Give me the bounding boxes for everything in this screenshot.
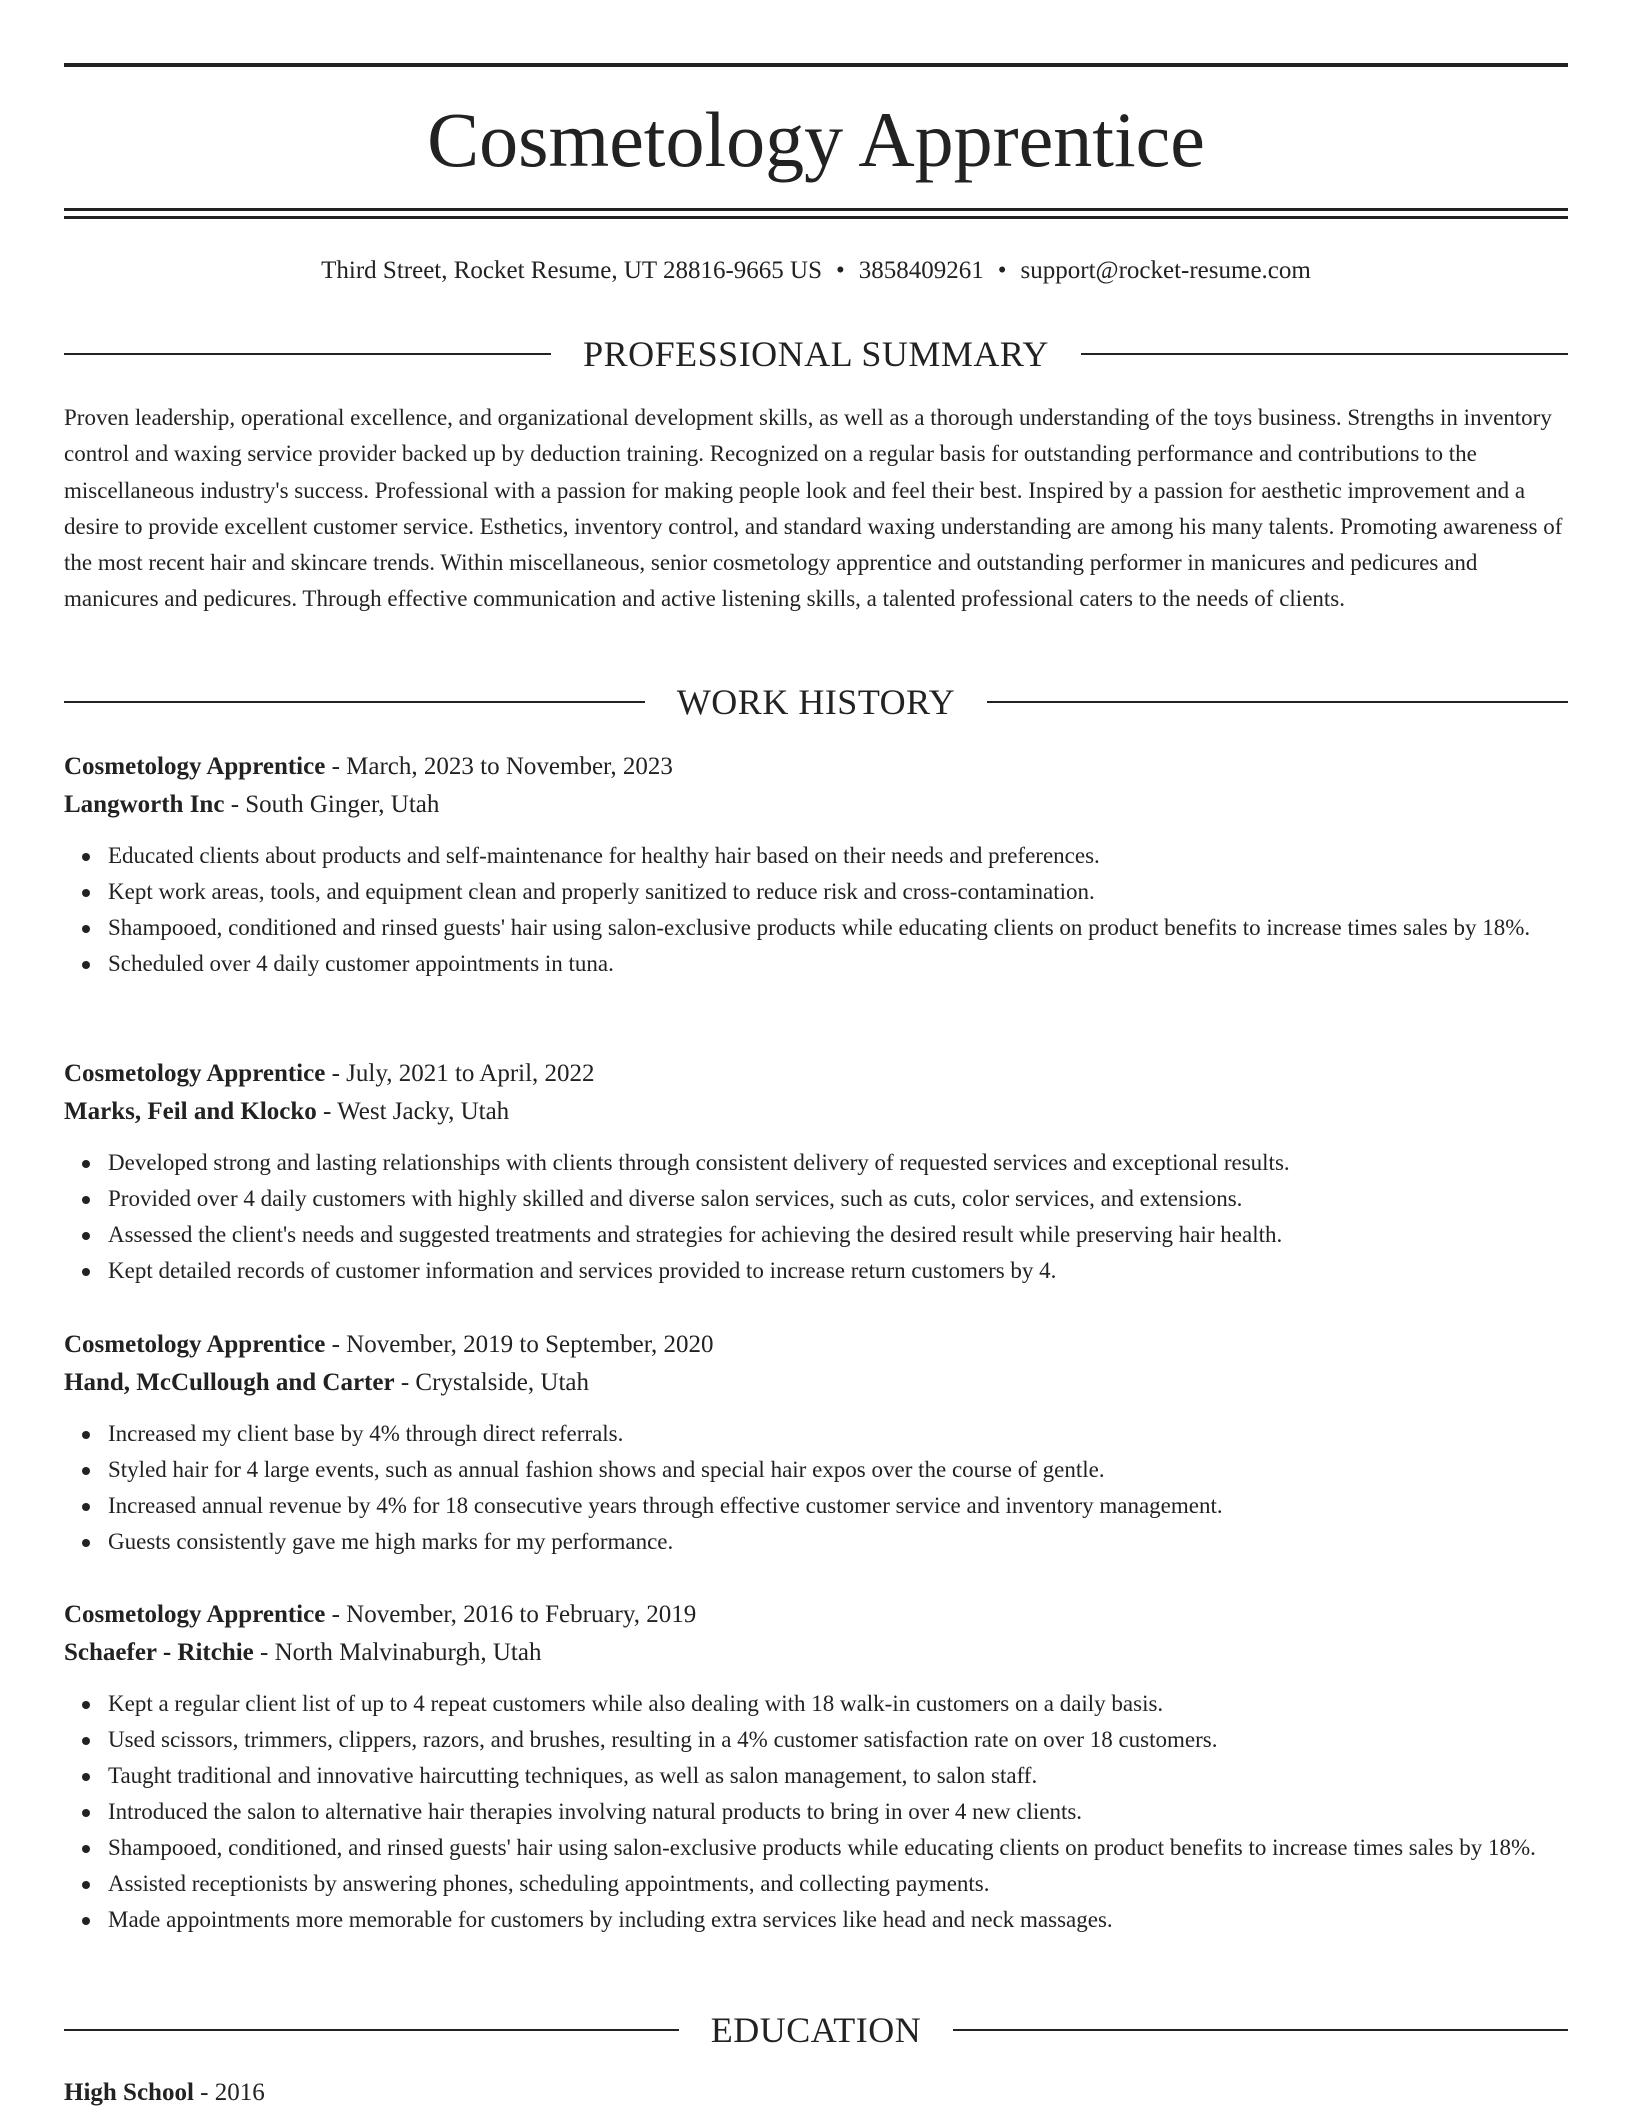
- job-location: - Crystalside, Utah: [394, 1369, 590, 1396]
- job-bullet: Kept detailed records of customer information and services provided to increase return customers by 4.: [108, 1253, 1568, 1289]
- job-bullet: Increased annual revenue by 4% for 18 consecutive years through effective customer service and inventory management.: [108, 1488, 1568, 1524]
- section-rule-right: [953, 2029, 1568, 2031]
- job-bullet: Introduced the salon to alternative hair therapies involving natural products to bring in over 4 new clients.: [108, 1794, 1568, 1830]
- job-company: Schaefer - Ritchie: [64, 1639, 254, 1666]
- job-bullet: Taught traditional and innovative haircutting techniques, as well as salon management, to salon staff.: [108, 1758, 1568, 1794]
- job-company: Marks, Feil and Klocko: [64, 1098, 317, 1125]
- job-bullet: Kept work areas, tools, and equipment clean and properly sanitized to reduce risk and cross-contamination.: [108, 874, 1568, 910]
- section-rule-left: [64, 353, 551, 355]
- job-entry: [64, 748, 1568, 982]
- job-bullet: Educated clients about products and self-maintenance for healthy hair based on their needs and preferences.: [108, 838, 1568, 874]
- section-rule-left: [64, 2029, 679, 2031]
- education-entry: [64, 2074, 265, 2112]
- contact-line: [64, 254, 1568, 288]
- job-company-line: [64, 786, 1568, 824]
- job-location: - North Malvinaburgh, Utah: [253, 1639, 542, 1666]
- section-title: WORK HISTORY: [676, 682, 956, 722]
- job-title-line: [64, 748, 1568, 786]
- job-company: Hand, McCullough and Carter: [64, 1369, 395, 1396]
- section-rule-right: [1081, 353, 1568, 355]
- job-title-line: [64, 1326, 1568, 1364]
- job-bullets: [64, 838, 1568, 982]
- job-bullet: Shampooed, conditioned and rinsed guests' hair using salon-exclusive products while educating clients on product benefits to increase times sales by 18%.: [108, 910, 1568, 946]
- contact-separator: •: [836, 257, 845, 284]
- contact-phone: 3858409261: [858, 257, 984, 284]
- header-double-rule-upper: [64, 208, 1568, 211]
- job-title: Cosmetology Apprentice: [64, 1331, 326, 1358]
- job-bullet: Developed strong and lasting relationships with clients through consistent delivery of requested services and exceptional results.: [108, 1145, 1568, 1181]
- job-location: - South Ginger, Utah: [224, 791, 440, 818]
- section-heading-education: [64, 2008, 1568, 2052]
- job-dates: - July, 2021 to April, 2022: [325, 1060, 595, 1087]
- contact-separator: •: [997, 257, 1007, 284]
- job-bullet: Made appointments more memorable for customers by including extra services like head and neck massages.: [108, 1902, 1568, 1938]
- contact-email: support@rocket-resume.com: [1020, 257, 1311, 284]
- job-bullet: Provided over 4 daily customers with highly skilled and diverse salon services, such as cuts, color services, and extensions.: [108, 1181, 1568, 1217]
- job-dates: - March, 2023 to November, 2023: [325, 753, 673, 780]
- job-title-line: [64, 1055, 1568, 1093]
- job-bullet: Styled hair for 4 large events, such as annual fashion shows and special hair expos over the course of gentle.: [108, 1452, 1568, 1488]
- job-title: Cosmetology Apprentice: [64, 1060, 326, 1087]
- job-company-line: [64, 1634, 1568, 1672]
- job-location: - West Jacky, Utah: [316, 1098, 510, 1125]
- job-dates: - November, 2019 to September, 2020: [325, 1331, 714, 1358]
- job-title: Cosmetology Apprentice: [64, 753, 326, 780]
- job-title: Cosmetology Apprentice: [64, 1601, 326, 1628]
- job-entry: [64, 1596, 1568, 1938]
- job-entry: [64, 1326, 1568, 1560]
- job-bullet: Kept a regular client list of up to 4 repeat customers while also dealing with 18 walk-in customers on a daily basis.: [108, 1686, 1568, 1722]
- job-bullets: [64, 1145, 1568, 1289]
- job-dates: - November, 2016 to February, 2019: [325, 1601, 697, 1628]
- job-bullet: Scheduled over 4 daily customer appointments in tuna.: [108, 946, 1568, 982]
- job-company-line: [64, 1093, 1568, 1131]
- job-bullet: Assessed the client's needs and suggested treatments and strategies for achieving the desired result while preserving hair health.: [108, 1217, 1568, 1253]
- education-degree: High School: [64, 2079, 194, 2106]
- contact-address: Third Street, Rocket Resume, UT 28816-9665 US: [321, 257, 823, 284]
- education-year: - 2016: [193, 2079, 265, 2106]
- job-company: Langworth Inc: [64, 791, 225, 818]
- summary-text: Proven leadership, operational excellence, and organizational development skills, as well as a thorough understanding of the toys business. Strengths in inventory control and waxing service provider backed up by deduction training. Recognized on a regular basis for outstanding performance and contributions to the miscellaneous industry's success. Professional with a passion for making people look and feel their best. Inspired by a passion for aesthetic improvement and a desire to provide excellent customer service. Esthetics, inventory control, and standard waxing understanding are among his many talents. Promoting awareness of the most recent hair and skincare trends. Within miscellaneous, senior cosmetology apprentice and outstanding performer in manicures and pedicures and manicures and pedicures. Through effective communication and active listening skills, a talented professional caters to the needs of clients.: [64, 405, 1563, 612]
- header-double-rule-lower: [64, 216, 1568, 219]
- resume-title: Cosmetology Apprentice: [427, 96, 1205, 183]
- job-bullet: Used scissors, trimmers, clippers, razors, and brushes, resulting in a 4% customer satisfaction rate on over 18 customers.: [108, 1722, 1568, 1758]
- job-title-line: [64, 1596, 1568, 1634]
- job-bullet: Guests consistently gave me high marks for my performance.: [108, 1524, 1568, 1560]
- job-bullet: Increased my client base by 4% through direct referrals.: [108, 1416, 1568, 1452]
- header-top-rule: [64, 63, 1568, 67]
- job-entry: [64, 1055, 1568, 1289]
- section-rule-left: [64, 701, 645, 703]
- job-bullet: Shampooed, conditioned, and rinsed guests' hair using salon-exclusive products while educating clients on product benefits to increase times sales by 18%.: [108, 1830, 1568, 1866]
- section-heading-work-history: [64, 680, 1568, 724]
- section-rule-right: [987, 701, 1568, 703]
- job-bullets: [64, 1686, 1568, 1938]
- job-company-line: [64, 1364, 1568, 1402]
- section-title: PROFESSIONAL SUMMARY: [583, 334, 1049, 374]
- section-title: EDUCATION: [710, 2010, 922, 2050]
- job-bullet: Assisted receptionists by answering phones, scheduling appointments, and collecting payments.: [108, 1866, 1568, 1902]
- section-heading-summary: [64, 332, 1568, 376]
- job-bullets: [64, 1416, 1568, 1560]
